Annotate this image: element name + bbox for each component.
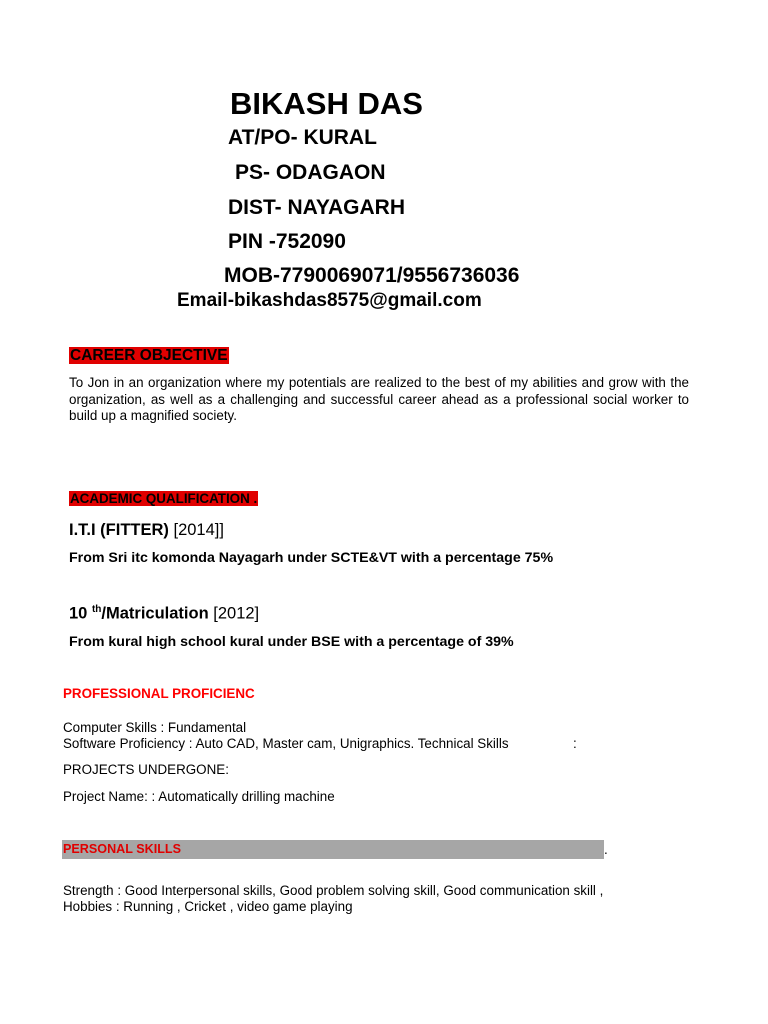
matric-year: [2012]: [213, 604, 260, 623]
software-proficiency-colon: :: [573, 736, 577, 751]
matric-detail: From kural high school kural under BSE with a percentage of 39%: [69, 634, 514, 650]
hobbies-text: Hobbies : Running , Cricket , video game playing: [63, 899, 353, 914]
strength-text: Strength : Good Interpersonal skills, Good problem solving skill, Good communication skill ,: [63, 883, 604, 898]
candidate-name: BIKASH DAS: [230, 86, 423, 121]
address-pin: PIN -752090: [228, 230, 346, 253]
matric-title-rest: /Matriculation: [101, 604, 209, 623]
mobile-number: MOB-7790069071/9556736036: [224, 264, 520, 287]
iti-detail: From Sri itc komonda Nayagarh under SCTE&VT with a percentage 75%: [69, 550, 554, 566]
career-objective-heading-text: CAREER OBJECTIVE: [70, 347, 228, 364]
personal-skills-heading: PERSONAL SKILLS: [63, 842, 182, 856]
academic-heading-text: ACADEMIC QUALIFICATION .: [70, 491, 258, 506]
professional-heading: PROFESSIONAL PROFICIENC: [63, 686, 255, 701]
career-objective-text: To Jon in an organization where my potentials are realized to the best of my abilities and grow with the organization, as well as a challenging and successful career ahead as a professional social worker to build up a magnified society.: [69, 375, 689, 424]
matric-qualification-title: [69, 604, 259, 624]
projects-heading: PROJECTS UNDERGONE:: [63, 762, 229, 777]
software-proficiency: Software Proficiency : Auto CAD, Master cam, Unigraphics. Technical Skills: [63, 736, 509, 751]
email-address: Email-bikashdas8575@gmail.com: [177, 290, 482, 311]
address-village: AT/PO- KURAL: [228, 126, 377, 149]
address-police-station: PS- ODAGAON: [235, 161, 386, 184]
address-district: DIST- NAYAGARH: [228, 196, 405, 219]
personal-skills-trail: .: [604, 842, 608, 857]
matric-title-sup: th: [91, 604, 102, 615]
project-name: Project Name: : Automatically drilling machine: [63, 789, 335, 804]
matric-title-number: 10: [69, 604, 88, 623]
iti-title: I.T.I (FITTER): [69, 521, 169, 539]
academic-heading: [69, 491, 258, 506]
iti-year: [2014]]: [173, 521, 224, 539]
computer-skills: Computer Skills : Fundamental: [63, 720, 247, 735]
iti-qualification-title: [69, 521, 224, 540]
career-objective-heading: [69, 347, 229, 365]
